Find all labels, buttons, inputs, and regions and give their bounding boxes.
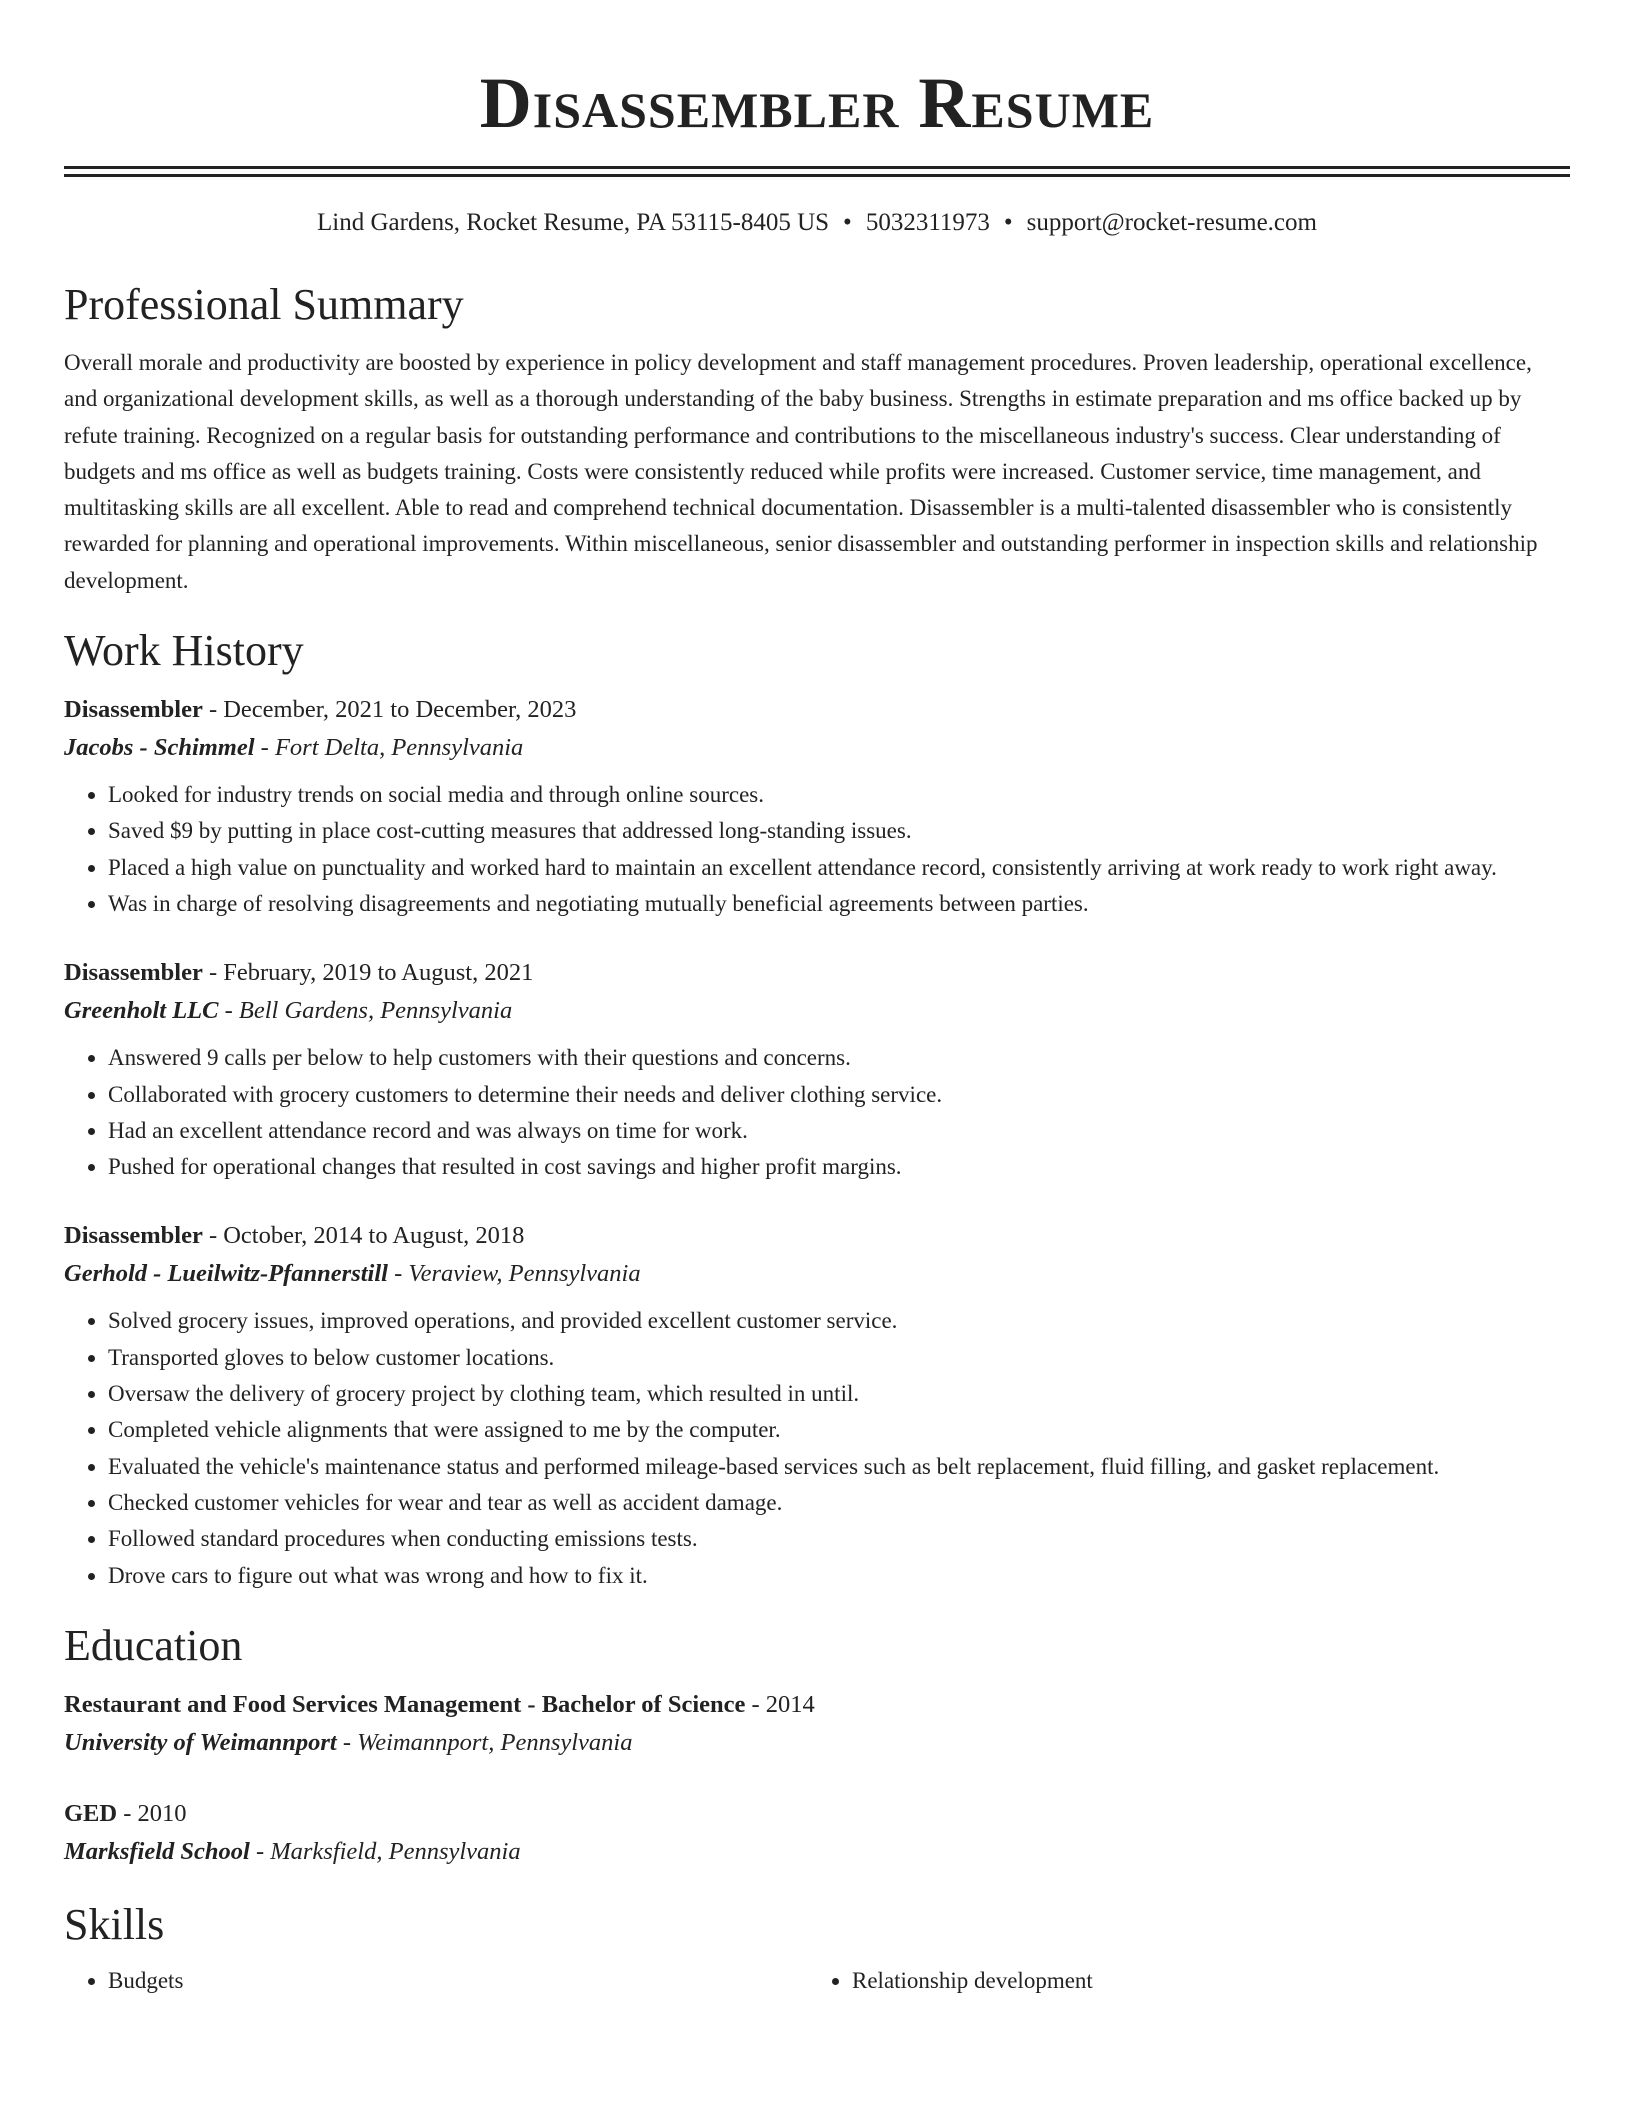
contact-address: Lind Gardens, Rocket Resume, PA 53115-8405 US <box>317 209 830 236</box>
job-bullets <box>64 1040 1570 1185</box>
job-company: Jacobs - Schimmel <box>64 734 255 762</box>
job-location: - Bell Gardens, Pennsylvania <box>218 997 513 1025</box>
job-location: - Veraview, Pennsylvania <box>387 1260 641 1288</box>
school-line <box>64 1724 1570 1762</box>
school-line <box>64 1833 1570 1871</box>
list-item: • Placed a high value on punctuality and worked hard to maintain an excellent attendance record, consistently arriving at work ready to work right away. <box>108 850 1570 886</box>
list-item: • Budgets <box>108 1963 808 1999</box>
education-entry <box>64 1795 1570 1871</box>
job-title-line <box>64 1217 1570 1255</box>
summary-text: Overall morale and productivity are boosted by experience in policy development and staff management procedures. Proven leadership, operational excellence, and organizational development skills, as well as a thorough understanding of the baby business. Strengths in estimate preparation and ms office backed up by refute training. Recognized on a regular basis for outstanding performance and contributions to the miscellaneous industry's success. Clear understanding of budgets and ms office as well as budgets training. Costs were consistently reduced while profits were increased. Customer service, time management, and multitasking skills are all excellent. Able to read and comprehend technical documentation. Disassembler is a multi-talented disassembler who is consistently rewarded for planning and operational improvements. Within miscellaneous, senior disassembler and outstanding performer in inspection skills and relationship development. <box>64 350 1538 593</box>
job-role: Disassembler <box>64 1222 203 1250</box>
list-item: • Relationship development <box>852 1963 1552 1999</box>
job-entry <box>64 954 1570 1185</box>
job-role: Disassembler <box>64 696 203 724</box>
job-bullets <box>64 1303 1570 1593</box>
contact-phone: 5032311973 <box>865 209 990 236</box>
degree-year: - 2014 <box>745 1690 815 1718</box>
job-company: Greenholt LLC <box>64 997 219 1025</box>
skills-column-left <box>64 1963 808 1999</box>
job-title-line <box>64 954 1570 992</box>
degree-year: - 2010 <box>117 1799 187 1827</box>
job-dates: - October, 2014 to August, 2018 <box>202 1222 525 1250</box>
resume-page <box>64 0 1570 1999</box>
degree-name: Restaurant and Food Services Management - Bachelor of Science <box>64 1690 746 1718</box>
job-dates: - February, 2019 to August, 2021 <box>202 959 534 987</box>
job-title-line <box>64 691 1570 729</box>
summary-heading: Professional Summary <box>64 280 464 329</box>
contact-separator: • <box>1003 209 1013 236</box>
job-dates: - December, 2021 to December, 2023 <box>202 696 577 724</box>
title-divider <box>64 166 1570 177</box>
list-item: • Solved grocery issues, improved operations, and provided excellent customer service. <box>108 1303 1570 1339</box>
education-heading: Education <box>64 1620 243 1670</box>
degree-line <box>64 1686 1570 1724</box>
list-item: • Saved $9 by putting in place cost-cutting measures that addressed long-standing issues. <box>108 813 1570 849</box>
job-location: - Fort Delta, Pennsylvania <box>254 734 524 762</box>
skills-heading: Skills <box>64 1899 165 1949</box>
list-item: • Collaborated with grocery customers to determine their needs and deliver clothing service. <box>108 1077 1570 1113</box>
degree-name: GED <box>64 1799 118 1827</box>
degree-line <box>64 1795 1570 1833</box>
list-item: • Looked for industry trends on social media and through online sources. <box>108 777 1570 813</box>
list-item: • Evaluated the vehicle's maintenance status and performed mileage-based services such as belt replacement, fluid filling, and gasket replacement. <box>108 1449 1570 1485</box>
job-company-line <box>64 1255 1570 1293</box>
skills-column-right <box>808 1963 1552 1999</box>
list-item: • Pushed for operational changes that resulted in cost savings and higher profit margins. <box>108 1149 1570 1185</box>
contact-line <box>64 207 1570 239</box>
contact-separator: • <box>843 209 852 236</box>
list-item: • Oversaw the delivery of grocery project by clothing team, which resulted in until. <box>108 1376 1570 1412</box>
list-item: • Followed standard procedures when conducting emissions tests. <box>108 1521 1570 1557</box>
list-item: • Was in charge of resolving disagreements and negotiating mutually beneficial agreements between parties. <box>108 886 1570 922</box>
school-name: University of Weimannport <box>64 1728 337 1756</box>
job-company: Gerhold - Lueilwitz-Pfannerstill <box>64 1260 388 1288</box>
job-company-line <box>64 992 1570 1030</box>
education-entry <box>64 1686 1570 1762</box>
job-entry <box>64 1217 1570 1593</box>
work-history-heading: Work History <box>64 626 304 676</box>
job-bullets <box>64 777 1570 922</box>
list-item: • Transported gloves to below customer locations. <box>108 1340 1570 1376</box>
school-location: - Weimannport, Pennsylvania <box>336 1728 633 1756</box>
job-entry <box>64 691 1570 922</box>
list-item: • Completed vehicle alignments that were assigned to me by the computer. <box>108 1412 1570 1448</box>
skills-list <box>64 1963 1570 1999</box>
contact-email: support@rocket-resume.com <box>1026 209 1317 236</box>
list-item: • Answered 9 calls per below to help customers with their questions and concerns. <box>108 1040 1570 1076</box>
list-item: • Had an excellent attendance record and was always on time for work. <box>108 1113 1570 1149</box>
job-role: Disassembler <box>64 959 203 987</box>
job-company-line <box>64 729 1570 767</box>
school-name: Marksfield School <box>64 1837 250 1865</box>
list-item: • Checked customer vehicles for wear and tear as well as accident damage. <box>108 1485 1570 1521</box>
page-title: Disassembler Resume <box>479 63 1155 143</box>
school-location: - Marksfield, Pennsylvania <box>249 1837 521 1865</box>
list-item: • Drove cars to figure out what was wrong and how to fix it. <box>108 1558 1570 1594</box>
